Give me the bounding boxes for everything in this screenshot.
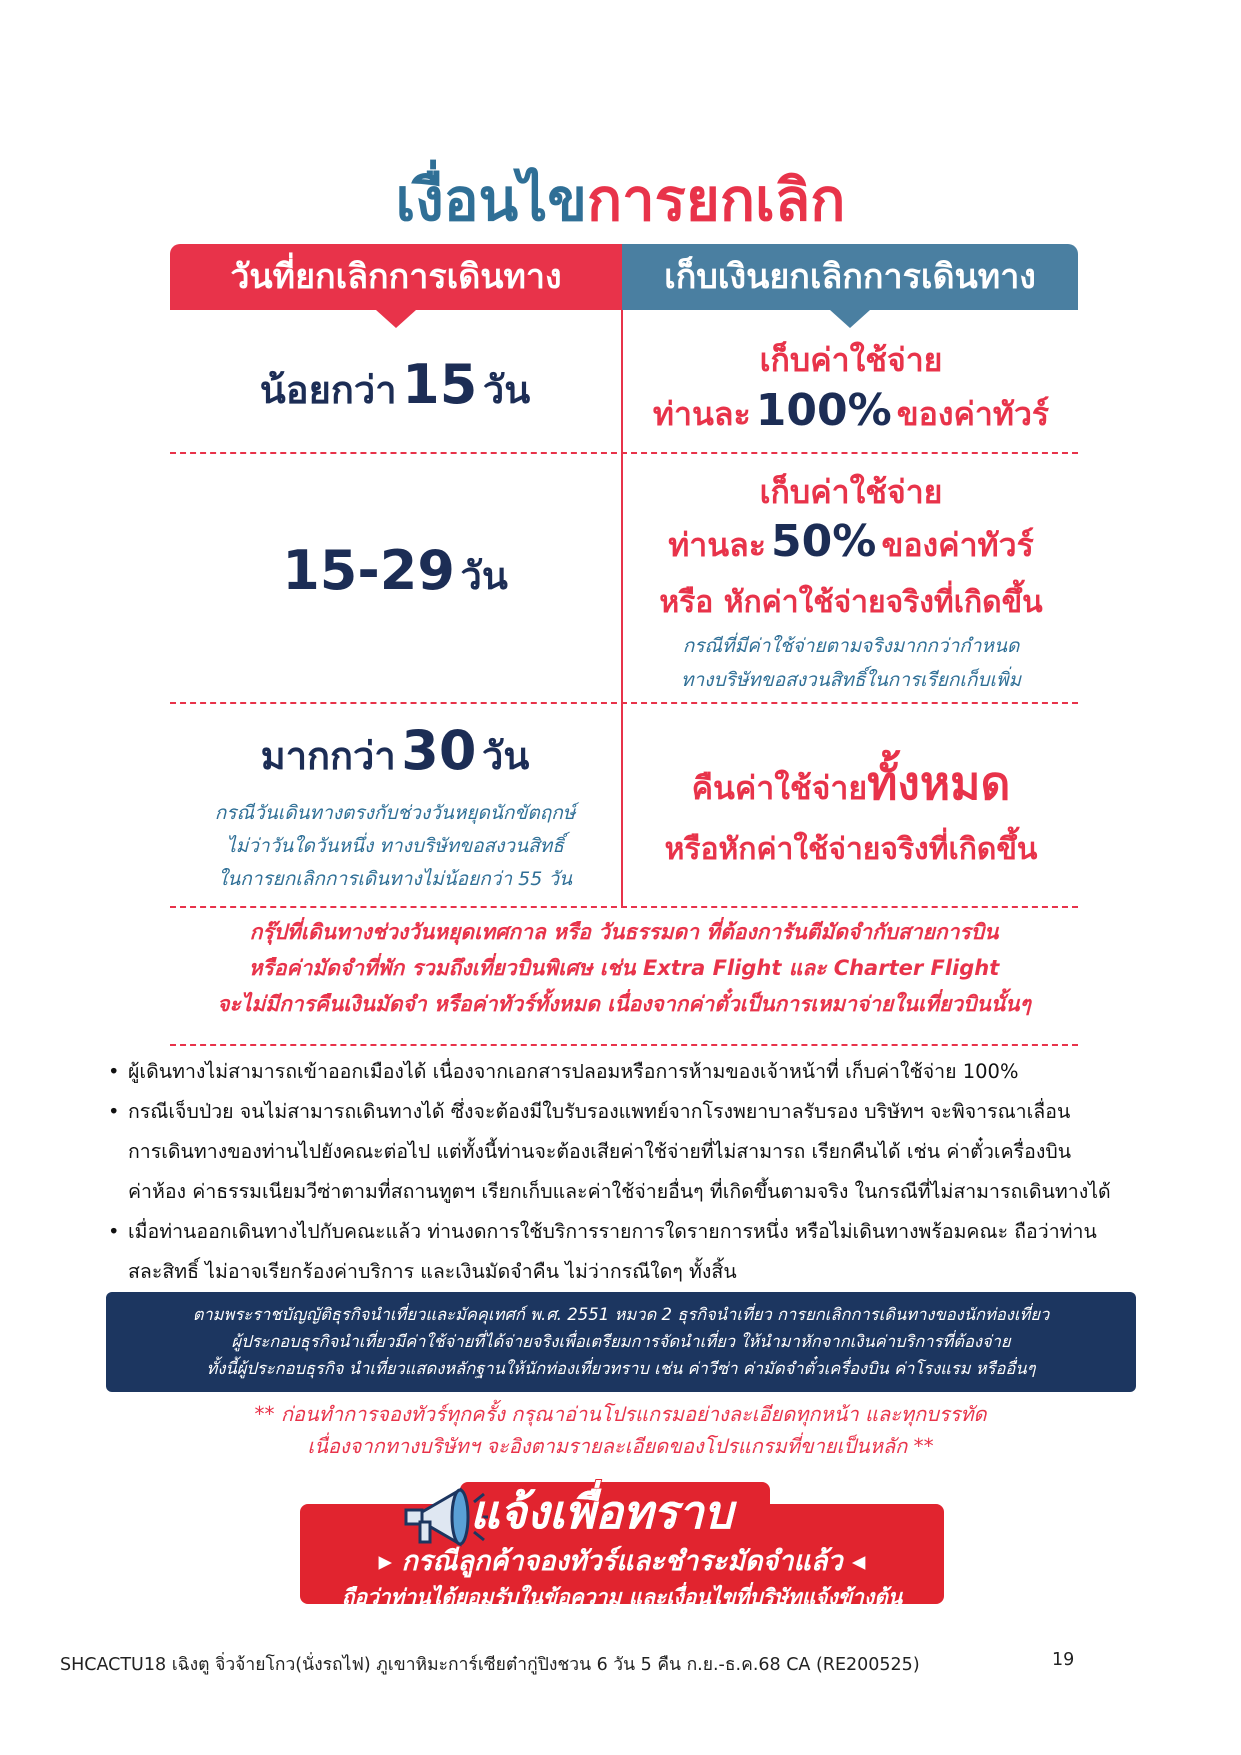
reading-note-line1: ** ก่อนทำการจองทัวร์ทุกครั้ง กรุณาอ่านโปรแกรมอย่างละเอียดทุกหน้า และทุกบรรทัด [254,1402,987,1426]
row3-left-note3: ในการยกเลิกการเดินทางไม่น้อยกว่า 55 วัน [218,868,572,890]
page-number: 19 [1052,1650,1075,1670]
row-divider-1 [170,452,1078,454]
row2-right [624,468,1078,697]
row2-left-number: 15-29 [282,539,455,602]
list-item: • เมื่อท่านออกเดินทางไปกับคณะแล้ว ท่านงดการใช้บริการรายการใดรายการหนึ่ง หรือไม่เดินทางพร้อมคณะ ถือว่าท่าน [104,1212,1144,1252]
header-cancel-date: วันที่ยกเลิกการเดินทาง [170,244,622,310]
row2-right-note2: ทางบริษัทขอสงวนสิทธิ์ในการเรียกเก็บเพิ่ม [680,669,1021,691]
row1-left-prefix: น้อยกว่า [259,368,397,412]
row-divider-4 [170,1044,1078,1046]
row2-right-line3: หรือ หักค่าใช้จ่ายจริงที่เกิดขึ้น [659,585,1043,620]
row1-left-number: 15 [402,353,478,416]
row2-right-note1: กรณีที่มีค่าใช้จ่ายตามจริงมากกว่ากำหนด [682,635,1020,657]
group-note-line3: จะไม่มีการคืนเงินมัดจำ หรือค่าทัวร์ทั้งหมด เนื่องจากค่าตั๋วเป็นการเหมาจ่ายในเที่ยวบินนั้นๆ [217,992,1031,1016]
row1-left-suffix: วัน [482,368,531,412]
group-note-line1: กรุ๊ปที่เดินทางช่วงวันหยุดเทศกาล หรือ วันธรรมดา ที่ต้องการันตีมัดจำกับสายการบิน [249,920,999,944]
row3-left [170,718,620,896]
row2-right-pre: ท่านละ [668,526,766,564]
list-item: • กรณีเจ็บป่วย จนไม่สามารถเดินทางได้ ซึ่งจะต้องมีใบรับรองแพทย์จากโรงพยาบาลรับรอง บริษัทฯ จะพิจารณาเลื่อน [104,1092,1144,1132]
notice-line2: ถือว่าท่านได้ยอมรับในข้อความ และเงื่อนไขที่บริษัทแจ้งข้างต้น [341,1585,903,1609]
row1-right-percent: 100% [755,385,892,436]
row3-left-suffix: วัน [482,734,530,778]
row1-right-pre: ท่านละ [652,395,751,433]
row3-left-note1: กรณีวันเดินทางตรงกับช่วงวันหยุดนักขัตฤกษ์ [214,802,576,824]
header-cancel-fee: เก็บเงินยกเลิกการเดินทาง [622,244,1078,310]
reading-note-line2: เนื่องจากทางบริษัทฯ จะอิงตามรายละเอียดของโปรแกรมที่ขายเป็นหลัก ** [307,1434,934,1458]
conditions-list [104,1052,1144,1292]
row3-left-number: 30 [401,719,477,782]
list-item-continued: ค่าห้อง ค่าธรรมเนียมวีซ่าตามที่สถานทูตฯ เรียกเก็บและค่าใช้จ่ายอื่นๆ ที่เกิดขึ้นตามจริง ในกรณีที่ไม่สามารถเดินทางได้ [128,1180,1111,1203]
notice-line1: ▸ กรณีลูกค้าจองทัวร์และชำระมัดจำแล้ว ◂ [378,1546,866,1577]
title-part1: เงื่อนไข [395,166,587,234]
column-divider [621,310,623,908]
row2-right-line1: เก็บค่าใช้จ่าย [759,473,943,511]
list-item-continued: การเดินทางของท่านไปยังคณะต่อไป แต่ทั้งนี้ท่านจะต้องเสียค่าใช้จ่ายที่ไม่สามารถ เรียกคืนได้ เช่น ค่าตั๋วเครื่องบิน [128,1140,1072,1163]
row2-left-suffix: วัน [460,554,508,598]
list-item: • ผู้เดินทางไม่สามารถเข้าออกเมืองได้ เนื่องจากเอกสารปลอมหรือการห้ามของเจ้าหน้าที่ เก็บค่าใช้จ่าย 100% [104,1052,1144,1092]
page-title [0,160,1241,240]
law-line3: ทั้งนี้ผู้ประกอบธุรกิจ นำเที่ยวแสดงหลักฐานให้นักท่องเที่ยวทราบ เช่น ค่าวีซ่า ค่ามัดจำตั๋วเครื่องบิน ค่าโรงแรม หรืออื่นๆ [206,1359,1036,1378]
row1-right-post: ของค่าทัวร์ [896,395,1050,433]
row-divider-3 [170,906,1078,908]
header-right-arrow [830,310,870,328]
row2-right-percent: 50% [771,516,877,567]
row3-left-prefix: มากกว่า [260,734,396,778]
row3-right-line2: หรือหักค่าใช้จ่ายจริงที่เกิดขึ้น [664,832,1038,867]
title-part2: การยกเลิก [587,166,846,234]
law-line2: ผู้ประกอบธุรกิจนำเที่ยวมีค่าใช้จ่ายที่ได้จ่ายจริงเพื่อเตรียมการจัดนำเที่ยว ให้นำมาหักจากเงินค่าบริการที่ต้องจ่าย [231,1332,1011,1351]
reading-note [0,1398,1241,1462]
row2-right-post: ของค่าทัวร์ [881,526,1034,564]
group-note-line2: หรือค่ามัดจำที่พัก รวมถึงเที่ยวบินพิเศษ เช่น Extra Flight และ Charter Flight [248,956,1000,980]
group-note [170,914,1078,1022]
row1-right [624,336,1078,447]
law-notice-box [106,1292,1136,1392]
row3-left-note2: ไม่ว่าวันใดวันหนึ่ง ทางบริษัทขอสงวนสิทธิ์ [226,835,564,857]
row3-right-pre: คืนค่าใช้จ่าย [691,769,868,807]
row1-left [170,350,620,433]
law-line1: ตามพระราชบัญญัติธุรกิจนำเที่ยวและมัคคุเทศก์ พ.ศ. 2551 หมวด 2 ธุรกิจนำเที่ยว การยกเลิกการเดินทางของนักท่องเที่ยว [192,1305,1050,1324]
list-item-continued: สละสิทธิ์ ไม่อาจเรียกร้องค่าบริการ และเงินมัดจำคืน ไม่ว่ากรณีใดๆ ทั้งสิ้น [128,1260,737,1283]
row1-right-line1: เก็บค่าใช้จ่าย [759,341,943,379]
row2-left [170,536,620,619]
footer-program-code: SHCACTU18 เฉิงตู จิ่วจ้ายโกว(นั่งรถไฟ) ภูเขาหิมะการ์เซียต๋ากู่ปิงชวน 6 วัน 5 คืน ก.ย.-ธ.ค.68 CA (RE200525) [60,1655,920,1675]
notice-title: แจ้งเพื่อทราบ [470,1485,733,1539]
row3-right [624,752,1078,875]
row3-right-all: ทั้งหมด [867,756,1011,810]
header-left-arrow [376,310,416,328]
row-divider-2 [170,702,1078,704]
